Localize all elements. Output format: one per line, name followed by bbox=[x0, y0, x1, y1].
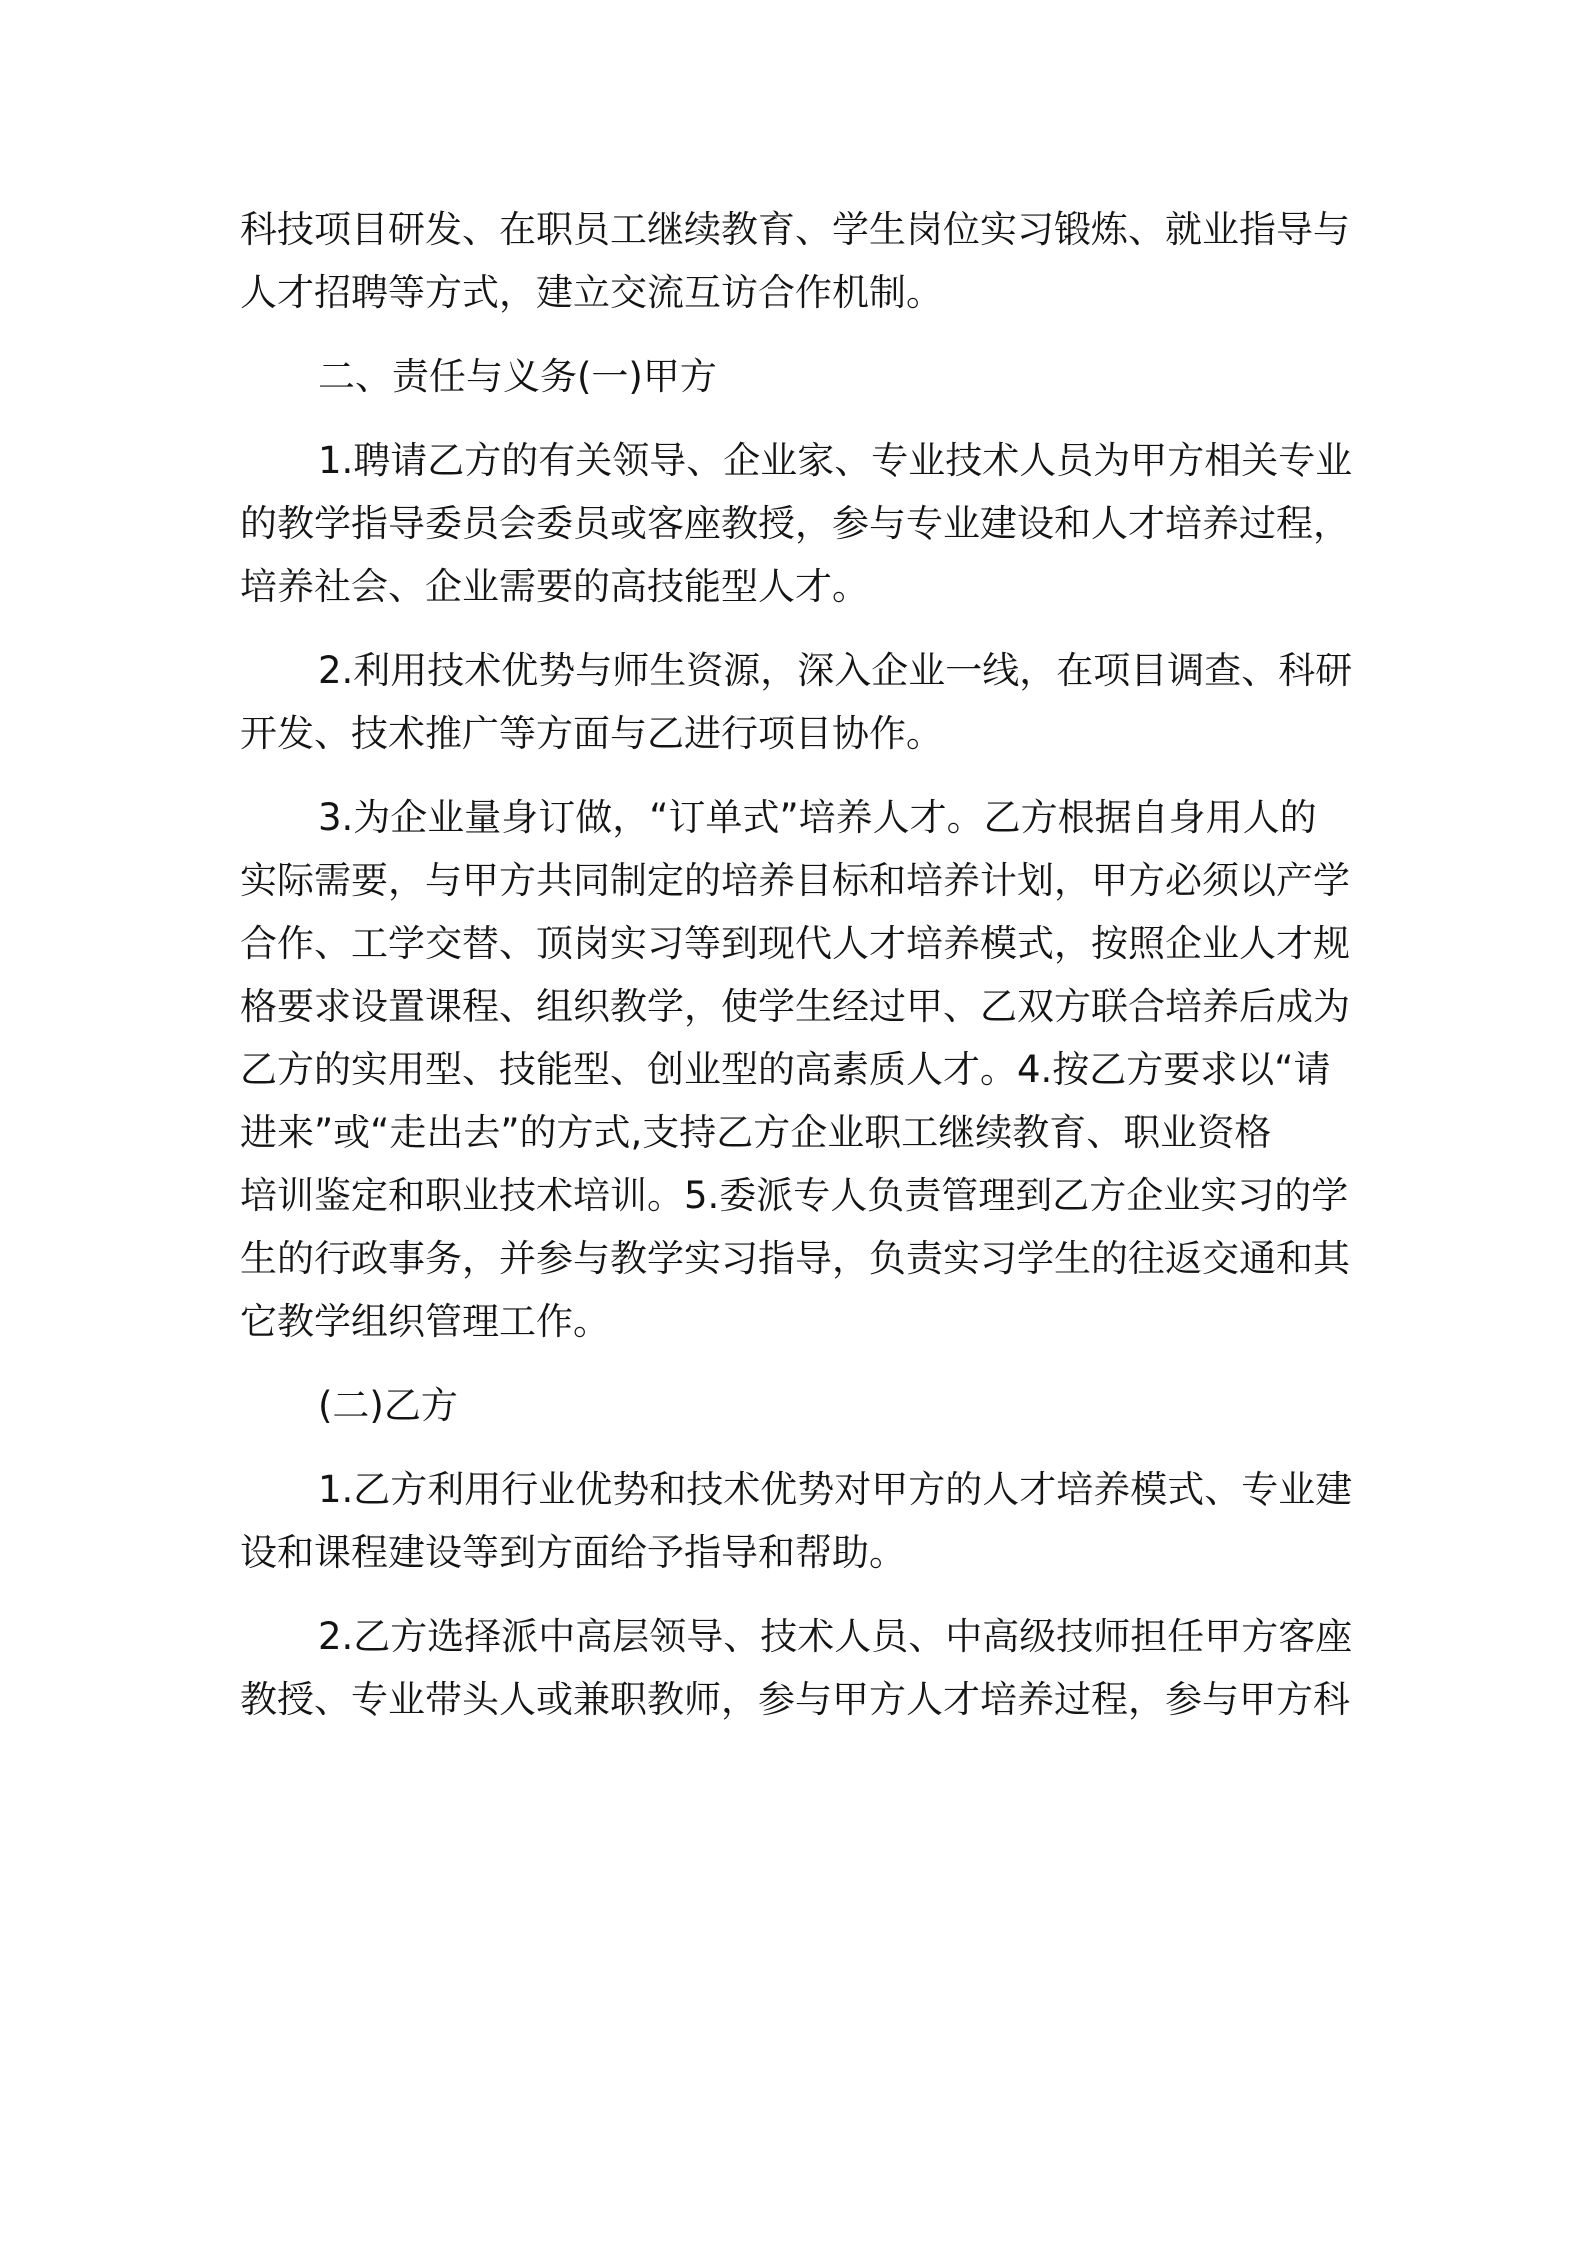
text-line: 人才招聘等方式，建立交流互访合作机制。 bbox=[240, 271, 943, 314]
section-heading: 二、责任与义务(一)甲方 bbox=[318, 355, 717, 398]
document-body bbox=[240, 198, 1360, 1731]
text-line: 生的行政事务，并参与教学实习指导，负责实习学生的往返交通和其 bbox=[240, 1237, 1350, 1280]
subsection-heading: (二)乙方 bbox=[318, 1384, 458, 1427]
text-line: 合作、工学交替、顶岗实习等到现代人才培养模式，按照企业人才规 bbox=[240, 922, 1350, 965]
text-line: 培训鉴定和职业技术培训。5.委派专人负责管理到乙方企业实习的学 bbox=[240, 1174, 1349, 1217]
text-line: 1.聘请乙方的有关领导、企业家、专业技术人员为甲方相关专业 bbox=[318, 439, 1353, 482]
text-line: 培养社会、企业需要的高技能型人才。 bbox=[240, 565, 869, 608]
text-line: 它教学组织管理工作。 bbox=[240, 1300, 610, 1343]
text-line: 科技项目研发、在职员工继续教育、学生岗位实习锻炼、就业指导与 bbox=[240, 208, 1350, 251]
text-line: 实际需要，与甲方共同制定的培养目标和培养计划，甲方必须以产学 bbox=[240, 859, 1350, 902]
text-line: 格要求设置课程、组织教学，使学生经过甲、乙双方联合培养后成为 bbox=[240, 985, 1350, 1028]
text-line: 1.乙方利用行业优势和技术优势对甲方的人才培养模式、专业建 bbox=[318, 1468, 1353, 1511]
text-line: 2.乙方选择派中高层领导、技术人员、中高级技师担任甲方客座 bbox=[318, 1615, 1353, 1658]
text-line: 设和课程建设等到方面给予指导和帮助。 bbox=[240, 1531, 906, 1574]
text-line: 3.为企业量身订做，“订单式”培养人才。乙方根据自身用人的 bbox=[318, 796, 1317, 839]
text-line: 2.利用技术优势与师生资源，深入企业一线，在项目调查、科研 bbox=[318, 649, 1353, 692]
text-line: 开发、技术推广等方面与乙进行项目协作。 bbox=[240, 712, 943, 755]
text-line: 的教学指导委员会委员或客座教授，参与专业建设和人才培养过程， bbox=[240, 502, 1350, 545]
text-line: 进来”或“走出去”的方式,支持乙方企业职工继续教育、职业资格 bbox=[240, 1111, 1272, 1154]
text-line: 乙方的实用型、技能型、创业型的高素质人才。4.按乙方要求以“请 bbox=[240, 1048, 1331, 1091]
text-line: 教授、专业带头人或兼职教师，参与甲方人才培养过程，参与甲方科 bbox=[240, 1678, 1350, 1721]
